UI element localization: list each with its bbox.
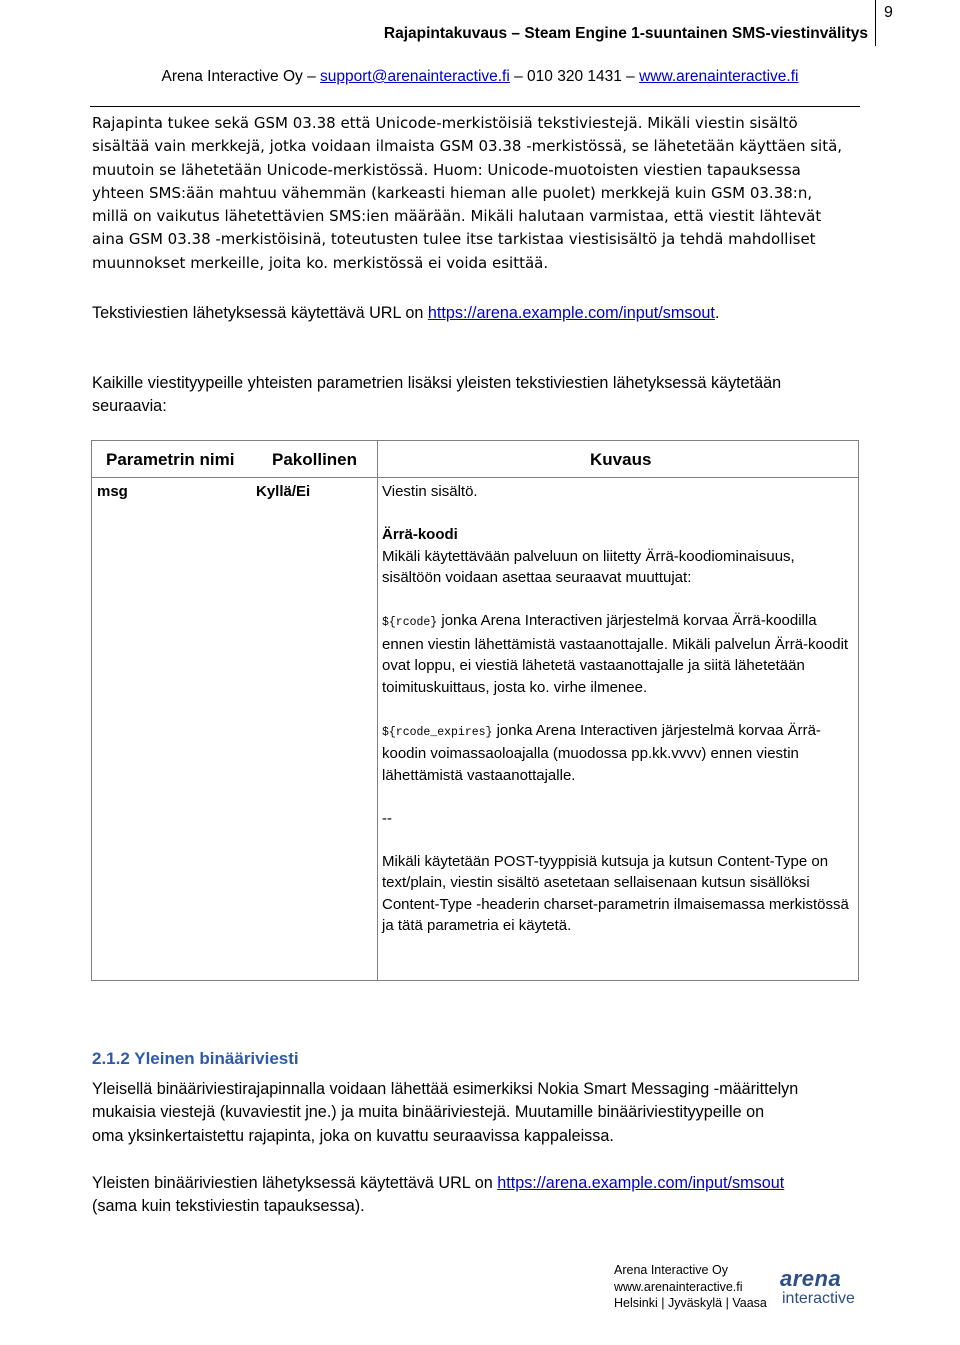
section-line: mukaisia viestejä (kuvaviestit jne.) ja muita binääriviestejä. Muutamille binääriviestityypeille on [92, 1103, 765, 1122]
header-phone: – 010 320 1431 – [514, 68, 635, 85]
var2-paragraph [382, 720, 852, 787]
params-intro [92, 372, 872, 419]
intro-line: muunnokset merkeille, joita ko. merkistössä ei voida esittää. [92, 253, 549, 272]
sms-url-suffix: . [714, 304, 720, 322]
parameter-table [91, 440, 859, 981]
var2-text: jonka Arena Interactiven järjestelmä korvaa Ärrä-koodin voimassaoloajalla (muodossa pp.kk.vvvv) ennen viestin lähettämistä vastaanottajalle. [382, 721, 821, 784]
logo-word-arena: arena [780, 1266, 842, 1291]
params-intro-line: seuraavia: [92, 397, 167, 416]
intro-line: sisältää vain merkkejä, jotka voidaan ilmaista GSM 03.38 -merkistössä, se lähetetään käyttäen sitä, [92, 137, 843, 156]
table-column-divider [377, 441, 378, 980]
var1-code: ${rcode} [382, 616, 438, 629]
header-company: Arena Interactive Oy – [161, 68, 316, 85]
param-name-cell: msg [97, 483, 128, 500]
rcode-heading: Ärrä-koodi [382, 526, 458, 543]
intro-line: millä on vaikutus lähetettävien SMS:ien määrään. Mikäli halutaan varmistaa, että viestit lähtevät [92, 207, 822, 226]
section-line: Yleisellä binääriviestirajapinnalla voidaan lähettää esimerkiksi Nokia Smart Messaging -määrittelyn [92, 1080, 799, 1098]
footer-website: www.arenainteractive.fi [614, 1279, 743, 1294]
table-header-name: Parametrin nimi [106, 450, 235, 469]
param-description-cell [382, 481, 852, 937]
var1-paragraph [382, 610, 852, 698]
desc-separator: -- [382, 809, 392, 827]
logo-word-interactive: interactive [782, 1290, 855, 1307]
params-intro-line: Kaikille viestityypeille yhteisten parametrien lisäksi yleisten tekstiviestien lähetyksessä käytetään [92, 374, 782, 392]
header-title: Rajapintakuvaus – Steam Engine 1-suuntainen SMS-viestinvälitys [383, 25, 868, 42]
var1-text: jonka Arena Interactiven järjestelmä korvaa Ärrä-koodilla ennen viestin lähettämistä vastaanottajalle. Mikäli palvelun Ärrä-koodit ovat loppu, ei viestiä lähetetä vastaanottajalle ja siitä lähetetään toimituskuittaus, josta ko. virhe ilmenee. [382, 612, 849, 696]
param-required-cell: Kyllä/Ei [256, 483, 311, 500]
binary-url-sentence [92, 1172, 872, 1219]
binary-url-suffix: (sama kuin tekstiviestin tapauksessa). [92, 1197, 365, 1216]
footer-text [614, 1262, 767, 1312]
arena-interactive-logo [780, 1268, 862, 1308]
rcode-intro: Mikäli käytettävään palveluun on liitetty Ärrä-koodiominaisuus, sisältöön voidaan asettaa seuraavat muuttujat: [382, 547, 795, 586]
intro-line: Rajapinta tukee sekä GSM 03.38 että Unicode-merkistöisiä tekstiviestejä. Mikäli viestin sisältö [92, 114, 798, 132]
sms-url-sentence [92, 302, 872, 325]
header-email-link[interactable]: support@arenainteractive.fi [320, 68, 510, 85]
section-title: 2.1.2 Yleinen binääriviesti [92, 1049, 299, 1068]
binary-url-prefix: Yleisten binääriviestien lähetyksessä käytettävä URL on [92, 1174, 498, 1192]
header-website-link[interactable]: www.arenainteractive.fi [639, 68, 799, 85]
table-header-description: Kuvaus [590, 450, 652, 469]
sms-url-link[interactable]: https://arena.example.com/input/smsout [427, 304, 715, 322]
var2-code: ${rcode_expires} [382, 725, 493, 739]
header-contact [0, 68, 960, 86]
intro-line: muutoin se lähetetään Unicode-merkistössä. Huom: Unicode-muotoisten viestien tapauksessa [92, 160, 801, 179]
section-paragraph [92, 1078, 872, 1148]
footer-company: Arena Interactive Oy [614, 1263, 728, 1277]
post-note: Mikäli käytetään POST-tyyppisiä kutsuja ja kutsun Content-Type on text/plain, viestin sisältö asetetaan sellaisenaan kutsun sisällöksi Content-Type -headerin charset-parametrin ilmaisemassa merkistössä ja tätä parametria ei käytetä. [382, 852, 849, 934]
table-header-divider [92, 477, 858, 478]
footer-cities: Helsinki | Jyväskylä | Vaasa [614, 1296, 767, 1310]
binary-url-link[interactable]: https://arena.example.com/input/smsout [497, 1174, 785, 1192]
intro-line: yhteen SMS:ään mahtuu vähemmän (karkeasti hieman alle puolet) merkkejä kuin GSM 03.38:n, [92, 183, 813, 202]
intro-line: aina GSM 03.38 -merkistöisinä, toteutusten tulee itse tarkistaa viestisisältö ja tehdä mahdolliset [92, 230, 816, 249]
desc-first: Viestin sisältö. [382, 483, 478, 500]
table-header-required: Pakollinen [272, 450, 358, 469]
page-number-rule [875, 0, 876, 46]
section-line: oma yksinkertaistettu rajapinta, joka on kuvattu seuraavissa kappaleissa. [92, 1126, 614, 1145]
sms-url-prefix: Tekstiviestien lähetyksessä käytettävä URL on [92, 304, 428, 322]
intro-paragraph [92, 112, 872, 275]
header-rule [90, 106, 860, 107]
page-number: 9 [884, 4, 893, 21]
